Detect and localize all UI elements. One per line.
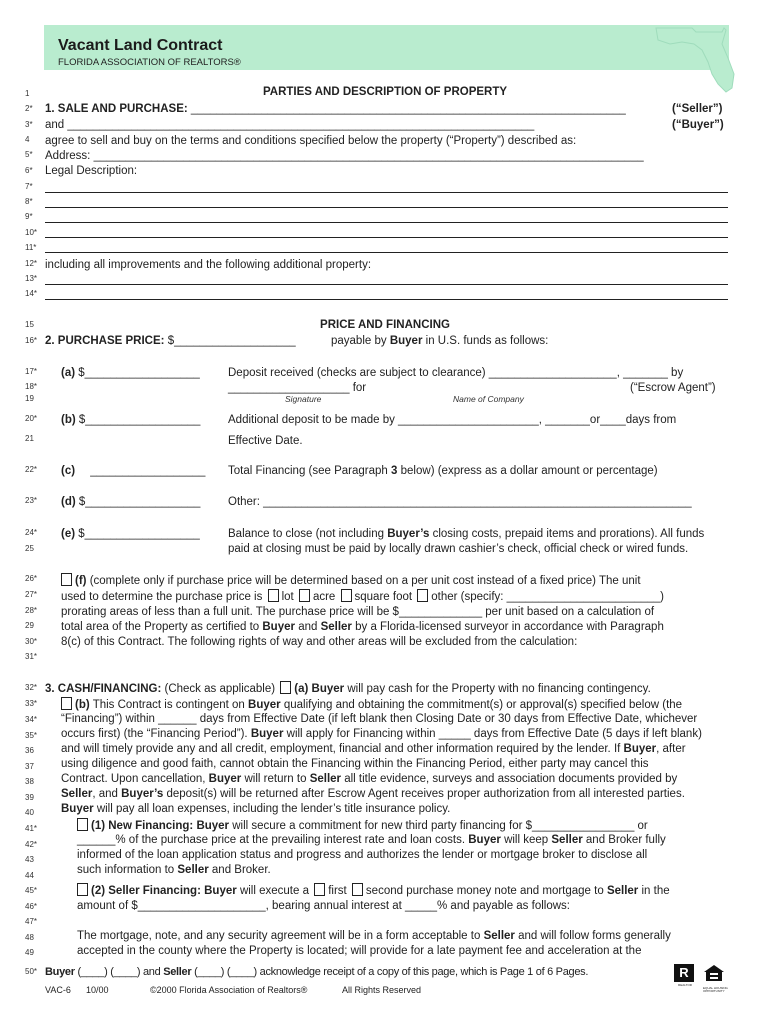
equal-housing-text: EQUAL HOUSING OPPORTUNITY (703, 986, 728, 993)
form-title: Vacant Land Contract (58, 37, 223, 54)
l38-mid: will return to (244, 773, 307, 785)
copyright-text: ©2000 Florida Association of Realtors® (150, 985, 308, 995)
seller-financing-label: (2) Seller Financing: (91, 885, 201, 897)
purchase-price-line (45, 334, 296, 348)
line-number: 36 (25, 746, 34, 755)
financing-b-buyer: Buyer (248, 699, 281, 711)
balance-line2: paid at closing must be paid by locally drawn cashier’s check, official check or wired funds. (228, 543, 689, 555)
line-number: 22* (25, 465, 38, 474)
seller-financing-checkbox[interactable] (77, 883, 88, 896)
ack-buyer: Buyer (45, 966, 75, 978)
item-f-line4 (61, 620, 664, 634)
line-number: 6* (25, 166, 33, 175)
cash-checkbox[interactable] (280, 681, 291, 694)
paragraph-ref: 3 (391, 465, 398, 477)
l38-pre: Contract. Upon cancellation, (61, 773, 206, 785)
payable-buyer: Buyer (389, 335, 423, 347)
survey-seller: Seller (320, 621, 352, 633)
line-number: 11* (25, 243, 37, 252)
rights-text: All Rights Reserved (342, 985, 422, 995)
item-e-label: (e) (61, 528, 76, 540)
financing-b-pre: This Contract is contingent on (92, 699, 245, 711)
buyer-name-field[interactable]: _________________________________________________________________________ (67, 119, 535, 131)
survey-buyer: Buyer (262, 621, 295, 633)
l42-post: and Broker fully (585, 834, 666, 846)
l44-post: and Broker. (211, 864, 271, 876)
legal-description-line[interactable] (45, 252, 728, 253)
line-number: 34* (25, 715, 38, 724)
realtor-logo-text: REALTOR (678, 983, 692, 987)
l42-buyer: Buyer (468, 834, 501, 846)
line-number: 29 (25, 621, 34, 630)
acknowledgement-line (45, 965, 588, 979)
payable-tail: in U.S. funds as follows: (425, 335, 549, 347)
item-b-amount (61, 413, 200, 427)
l48-post: and will follow forms generally (518, 930, 671, 942)
line-number: 28* (25, 606, 38, 615)
balance-post: closing costs, prepaid items and prorations). All funds (432, 528, 705, 540)
l39-seller: Seller (61, 788, 93, 800)
acre-checkbox[interactable] (299, 589, 310, 602)
financing-line49: accepted in the county where the Property is located; will provide for a late payment fee and acceleration at the (77, 945, 642, 957)
financing-amount-field[interactable]: __________________ (90, 465, 206, 477)
line-number: 9* (25, 212, 33, 221)
line-number: 8* (25, 197, 33, 206)
payable-by: payable by (331, 335, 387, 347)
legal-description-line[interactable] (45, 192, 728, 193)
realtor-logo-icon (674, 964, 696, 990)
line-number: 12* (25, 259, 38, 268)
item-f-line3[interactable]: prorating areas of less than a full unit. The purchase price will be $_____________ per unit based on a calculation of (61, 606, 655, 618)
new-financing-checkbox[interactable] (77, 818, 88, 831)
line-number: 37 (25, 762, 34, 771)
unit-pre: used to determine the purchase price is (61, 591, 263, 603)
line-number: 33* (25, 699, 38, 708)
line-number: 41* (25, 824, 38, 833)
l44-pre: such information to (77, 864, 175, 876)
financing-line43: informed of the loan application status and progress and authorizes the lender or mortgage broker to disclose all (77, 849, 648, 861)
other-text-field[interactable]: Other: ___________________________________________________________________ (228, 496, 692, 508)
new-financing-label: (1) New Financing: (91, 820, 194, 832)
legal-description-line[interactable] (45, 222, 728, 223)
line-number: 23* (25, 496, 38, 505)
line-number: 44 (25, 871, 34, 880)
line-number: 35* (25, 731, 38, 740)
cash-financing-line (45, 681, 651, 696)
line-number: 18* (25, 382, 38, 391)
cash-a-label: (a) (294, 683, 309, 695)
line-number: 40 (25, 808, 34, 817)
financing-b-post: qualifying and obtaining the commitment(s) or approval(s) specified below (the (283, 699, 683, 711)
financing-line40 (61, 802, 450, 816)
cash-text: will pay cash for the Property with no financing contingency. (347, 683, 651, 695)
line-number: 3* (25, 120, 33, 129)
company-caption: Name of Company (453, 394, 524, 404)
house-icon (703, 964, 725, 982)
line-number: 16* (25, 336, 38, 345)
buyer-label: (“Buyer”) (672, 119, 724, 131)
line-number: 31* (25, 652, 38, 661)
new-financing-buyer: Buyer (196, 820, 230, 832)
line-number: 45* (25, 886, 38, 895)
line-number: 46* (25, 902, 38, 911)
seller-financing-pre: will execute a (239, 885, 309, 897)
l42-pre[interactable]: ______% of the purchase price at the prevailing interest rate and loan costs. (77, 834, 466, 846)
effective-date-text: Effective Date. (228, 435, 303, 447)
acre-label: acre (312, 591, 336, 603)
ack-mid[interactable]: (____) (____) and (77, 966, 161, 978)
financing-line42 (77, 833, 666, 847)
florida-map-icon (652, 22, 736, 94)
second-label: second purchase money note and mortgage to (365, 885, 604, 897)
l38-seller: Seller (309, 773, 342, 785)
seller-label: (“Seller”) (672, 103, 723, 115)
financing-line46[interactable]: amount of $____________________, bearing annual interest at _____% and payable as follows: (77, 900, 570, 912)
first-mortgage-checkbox[interactable] (314, 883, 325, 896)
improvements-text: including all improvements and the following additional property: (45, 259, 372, 271)
sale-line (45, 102, 626, 116)
lot-label: lot (281, 591, 294, 603)
legal-description-line[interactable] (45, 237, 728, 238)
line-number: 25 (25, 544, 34, 553)
sale-label: 1. SALE AND PURCHASE: (45, 103, 188, 115)
line-number: 24* (25, 528, 38, 537)
l36-buyer: Buyer (623, 743, 657, 755)
square-foot-checkbox[interactable] (341, 589, 352, 602)
cash-financing-label: 3. CASH/FINANCING: (45, 683, 162, 695)
line-number: 17* (25, 367, 38, 376)
form-date: 10/00 (86, 985, 109, 995)
section-heading-price: PRICE AND FINANCING (320, 319, 450, 331)
line-number: 32* (25, 683, 38, 692)
item-f-text: (complete only if purchase price will be determined based on a per unit cost instead of a fixed price) The unit (89, 575, 641, 587)
line-number: 49 (25, 948, 34, 957)
l48-seller: Seller (483, 930, 515, 942)
total-financing-text (228, 464, 658, 478)
and-label: and (45, 119, 65, 131)
line-number: 38 (25, 777, 34, 786)
line-number: 1 (25, 89, 30, 98)
line-number: 4 (25, 135, 30, 144)
other-amount-field[interactable]: $__________________ (78, 496, 201, 508)
seller-name-field[interactable]: ____________________________________________________________________ (190, 103, 626, 115)
line-number: 21 (25, 434, 34, 443)
financing-line37: using diligence and good faith, cannot obtain the Financing within the Financing Period, either party may cancel this (61, 758, 649, 770)
buyer-line (45, 118, 534, 132)
balance-amount-field[interactable]: $__________________ (78, 528, 200, 540)
additional-property-line[interactable] (45, 284, 728, 285)
deposit-amount-field[interactable]: $__________________ (78, 367, 200, 379)
form-code: VAC-6 (45, 985, 71, 995)
agree-text: agree to sell and buy on the terms and conditions specified below the property (“Property”) described as: (45, 135, 577, 147)
line-number: 27* (25, 590, 38, 599)
line-number: 10* (25, 228, 38, 237)
financing-line36 (61, 742, 686, 756)
item-b-label: (b) (61, 414, 76, 426)
line-number: 26* (25, 574, 38, 583)
line-number: 20* (25, 414, 38, 423)
l36-pre: and will timely provide any and all credit, employment, financial and other information required by the lender. If (61, 743, 621, 755)
deposit-text[interactable]: Deposit received (checks are subject to clearance) ____________________, _______ by (228, 367, 684, 379)
ack-post[interactable]: (____) (____) acknowledge receipt of a copy of this page, which is Page 1 of 6 Pages. (194, 966, 589, 978)
item-f-line1 (59, 573, 641, 588)
l38-buyer: Buyer (208, 773, 242, 785)
item-d-amount (61, 495, 200, 509)
legal-description-line[interactable] (45, 207, 728, 208)
financing-contingency-checkbox[interactable] (61, 697, 72, 710)
line-number: 7* (25, 182, 33, 191)
item-c-amount (61, 464, 205, 478)
item-a-label: (a) (61, 367, 76, 379)
legal-description-label: Legal Description: (45, 165, 138, 177)
financing-line48 (77, 929, 671, 943)
financing-line39 (61, 787, 685, 801)
balance-text (228, 527, 704, 541)
survey-pre: total area of the Property as certified to (61, 621, 260, 633)
l48-pre: The mortgage, note, and any security agreement will be in a form acceptable to (77, 930, 481, 942)
line-number: 30* (25, 637, 38, 646)
line-number: 48 (25, 933, 34, 942)
address-field[interactable]: Address: ______________________________________________________________________________________ (45, 150, 644, 162)
l35-buyer: Buyer (250, 728, 284, 740)
item-c-label: (c) (61, 465, 76, 477)
line-number: 14* (25, 289, 38, 298)
line-number: 42* (25, 840, 38, 849)
item-f-line2 (61, 589, 664, 604)
l39-post: deposit(s) will be returned after Escrow Agent receives proper authorization from all interested parties. (166, 788, 685, 800)
l42-seller: Seller (551, 834, 583, 846)
seller-financing-line (75, 883, 670, 898)
escrow-agent-label: (“Escrow Agent”) (630, 382, 716, 394)
total-financing-pre: Total Financing (see Paragraph (228, 465, 388, 477)
seller-financing-post: in the (641, 885, 670, 897)
balance-pre: Balance to close (not including (228, 528, 384, 540)
new-financing-line (75, 818, 648, 833)
l36-post: , after (656, 743, 686, 755)
l39-mid: , and (92, 788, 118, 800)
check-applicable: (Check as applicable) (164, 683, 276, 695)
item-f-line5: 8(c) of this Contract. The following rights of way and other areas will be excluded from the calculation: (61, 636, 578, 648)
ack-seller: Seller (163, 966, 192, 978)
seller-financing-buyer: Buyer (204, 885, 237, 897)
l42-mid: will keep (504, 834, 549, 846)
financing-b-label: (b) (75, 699, 90, 711)
l39-buyer: Buyer’s (121, 788, 164, 800)
payable-text (331, 334, 548, 348)
line-number: 47* (25, 917, 38, 926)
purchase-price-label: 2. PURCHASE PRICE: (45, 335, 165, 347)
l44-seller: Seller (177, 864, 209, 876)
form-subtitle: FLORIDA ASSOCIATION OF REALTORS® (58, 57, 241, 68)
financing-b-line (59, 697, 682, 712)
new-financing-text[interactable]: will secure a commitment for new third party financing for $________________ or (232, 820, 648, 832)
line-number: 5* (25, 150, 33, 159)
line-number: 19 (25, 394, 34, 403)
l38-post: all title evidence, surveys and association documents provided by (344, 773, 678, 785)
other-unit-field[interactable]: other (specify: ________________________) (431, 591, 665, 603)
first-label: first (328, 885, 347, 897)
l35-pre: occurs first) (the “Financing Period”). (61, 728, 248, 740)
square-foot-label: square foot (354, 591, 413, 603)
l40-post: will pay all loan expenses, including the lender’s title insurance policy. (96, 803, 451, 815)
line-number: 2* (25, 104, 33, 113)
total-financing-post: below) (express as a dollar amount or percentage) (400, 465, 658, 477)
signature-caption: Signature (285, 394, 322, 404)
additional-deposit-text[interactable]: Additional deposit to be made by ______________________, _______or____days from (228, 414, 677, 426)
financing-line34[interactable]: “Financing”) within ______ days from Effective Date (if left blank then Closing Date or 30 days from Effective Date, whichever (61, 713, 698, 725)
financing-line44 (77, 863, 271, 877)
l40-buyer: Buyer (61, 803, 94, 815)
realtor-logo-letter: R (674, 964, 694, 982)
second-mortgage-checkbox[interactable] (352, 883, 363, 896)
survey-and: and (298, 621, 318, 633)
line-number: 15 (25, 320, 34, 329)
other-unit-checkbox[interactable] (417, 589, 428, 602)
seller-financing-seller: Seller (606, 885, 639, 897)
l35-post[interactable]: will apply for Financing within _____ days from Effective Date (5 days if left blank) (286, 728, 702, 740)
lot-checkbox[interactable] (268, 589, 279, 602)
section-heading-parties: PARTIES AND DESCRIPTION OF PROPERTY (262, 86, 508, 98)
item-a-amount (61, 366, 200, 380)
equal-housing-icon (703, 964, 729, 993)
item-e-amount (61, 527, 200, 541)
financing-line38 (61, 772, 677, 786)
additional-deposit-field[interactable]: $__________________ (78, 414, 201, 426)
item-f-label: (f) (75, 575, 87, 587)
per-unit-checkbox[interactable] (61, 573, 72, 586)
balance-buyer: Buyer’s (387, 528, 430, 540)
line-number: 39 (25, 793, 34, 802)
survey-post: by a Florida-licensed surveyor in accordance with Paragraph (355, 621, 664, 633)
deposit-holder-field[interactable]: ___________________ for (228, 382, 367, 394)
additional-property-line[interactable] (45, 299, 728, 300)
financing-line35 (61, 727, 702, 741)
line-number: 50* (25, 967, 38, 976)
purchase-price-field[interactable]: $___________________ (167, 335, 296, 347)
cash-buyer: Buyer (311, 683, 345, 695)
item-d-label: (d) (61, 496, 76, 508)
line-number: 43 (25, 855, 34, 864)
line-number: 13* (25, 274, 38, 283)
